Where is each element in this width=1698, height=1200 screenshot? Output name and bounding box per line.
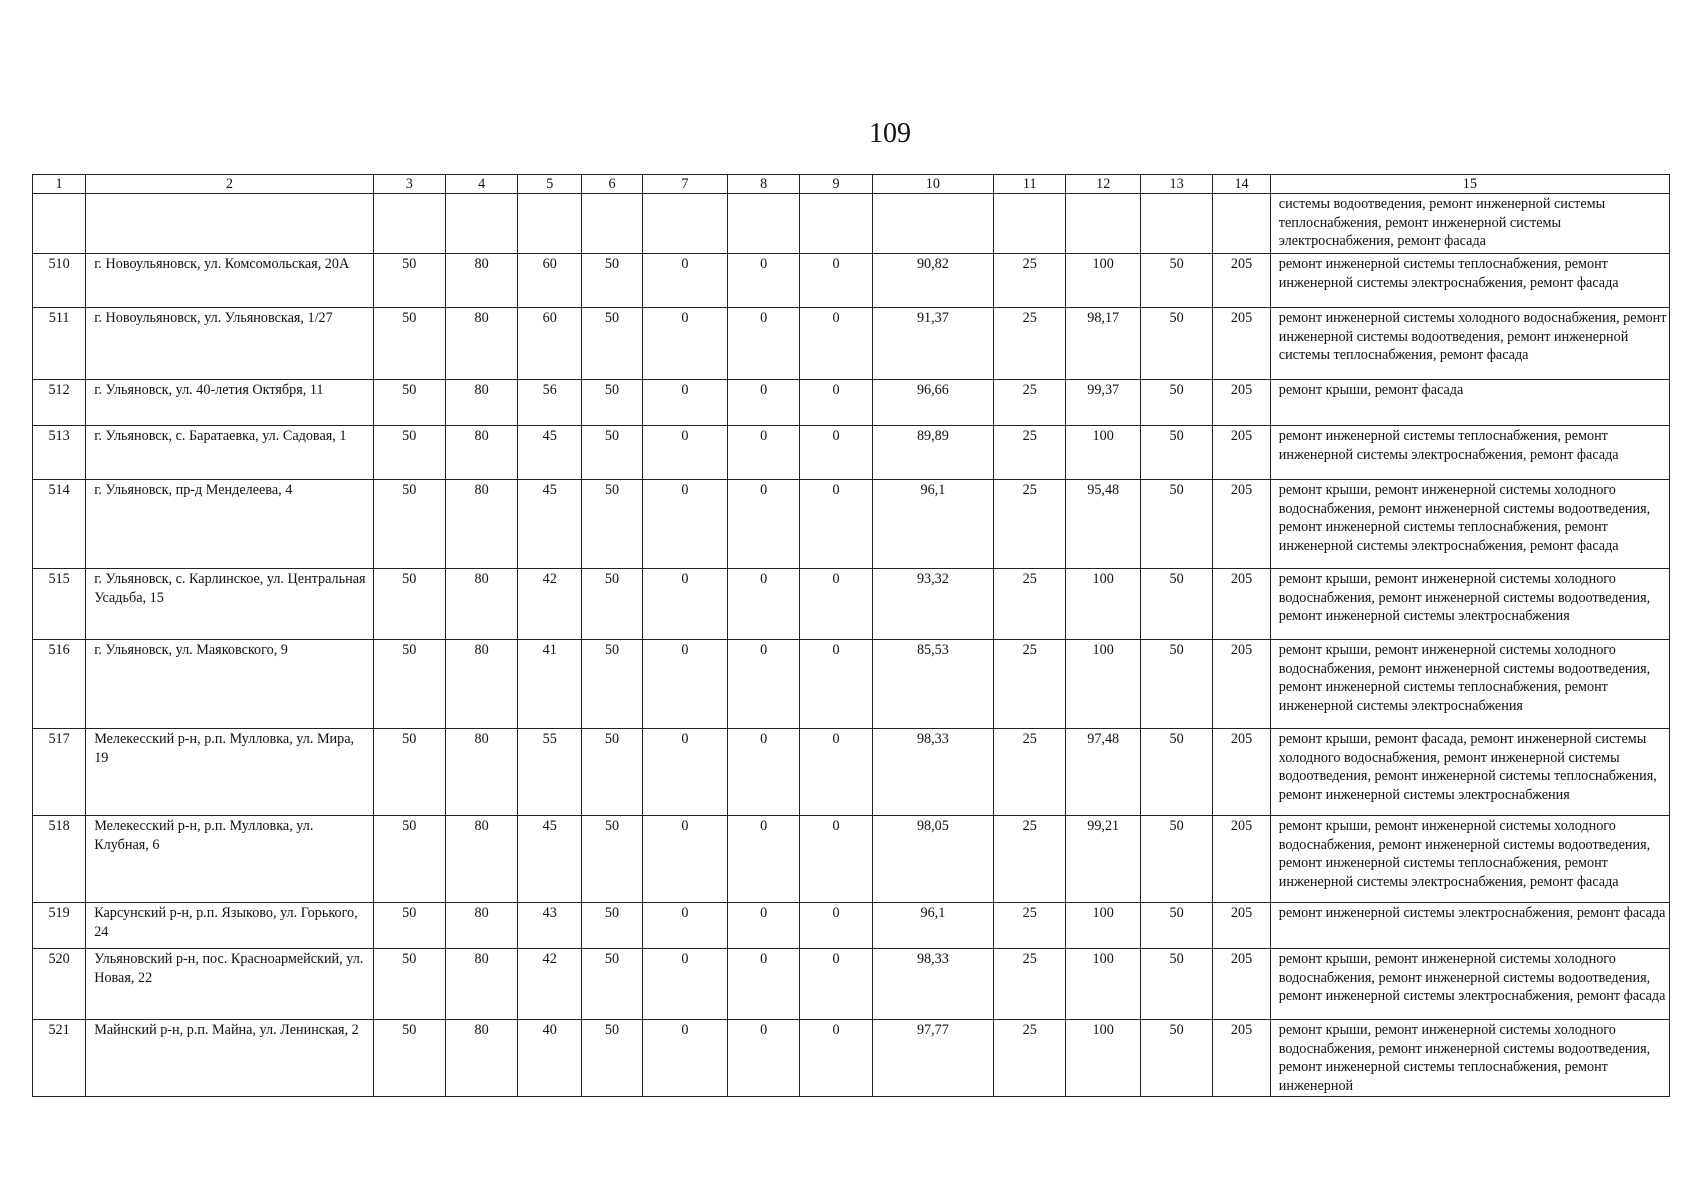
value-cell: 50 — [373, 426, 445, 480]
value-cell: 55 — [518, 729, 582, 816]
value-cell: 99,37 — [1066, 380, 1141, 426]
value-cell: 60 — [518, 254, 582, 308]
value-cell: 100 — [1066, 640, 1141, 729]
value-cell: 97,77 — [872, 1020, 993, 1097]
value-cell: 0 — [727, 949, 799, 1020]
value-cell: 0 — [642, 816, 727, 903]
value-cell: 0 — [642, 903, 727, 949]
column-number-row — [33, 175, 1670, 194]
value-cell: 50 — [582, 254, 643, 308]
value-cell: 0 — [800, 1020, 872, 1097]
row-number-cell: 514 — [33, 480, 86, 569]
works-cell: ремонт крыши, ремонт инженерной системы холодного водоснабжения, ремонт инженерной системы водоотведения, ремонт инженерной системы теплоснабжения, ремонт инженерной системы электроснабжения — [1270, 640, 1669, 729]
value-cell: 205 — [1213, 816, 1270, 903]
row-number-cell — [33, 194, 86, 254]
value-cell: 100 — [1066, 569, 1141, 640]
row-number-cell: 510 — [33, 254, 86, 308]
value-cell: 93,32 — [872, 569, 993, 640]
value-cell: 50 — [373, 308, 445, 380]
value-cell: 205 — [1213, 729, 1270, 816]
works-cell: ремонт инженерной системы холодного водоснабжения, ремонт инженерной системы водоотведения, ремонт инженерной системы теплоснабжения, ремонт фасада — [1270, 308, 1669, 380]
value-cell: 0 — [727, 729, 799, 816]
column-number: 5 — [518, 175, 582, 194]
value-cell: 100 — [1066, 426, 1141, 480]
value-cell: 80 — [445, 640, 517, 729]
value-cell: 205 — [1213, 380, 1270, 426]
value-cell: 98,17 — [1066, 308, 1141, 380]
works-cell: ремонт инженерной системы электроснабжения, ремонт фасада — [1270, 903, 1669, 949]
value-cell: 50 — [1140, 729, 1212, 816]
column-number: 3 — [373, 175, 445, 194]
value-cell — [642, 194, 727, 254]
column-number: 13 — [1140, 175, 1212, 194]
address-cell: г. Ульяновск, пр-д Менделеева, 4 — [86, 480, 373, 569]
column-number: 2 — [86, 175, 373, 194]
value-cell: 80 — [445, 254, 517, 308]
value-cell: 50 — [1140, 569, 1212, 640]
value-cell: 25 — [994, 254, 1066, 308]
value-cell: 0 — [727, 308, 799, 380]
row-number-cell: 515 — [33, 569, 86, 640]
table-row — [33, 480, 1670, 569]
row-number-cell: 516 — [33, 640, 86, 729]
value-cell: 0 — [727, 903, 799, 949]
page-number: 109 — [869, 118, 911, 149]
value-cell: 50 — [1140, 480, 1212, 569]
value-cell: 98,05 — [872, 816, 993, 903]
value-cell: 0 — [642, 426, 727, 480]
value-cell: 50 — [1140, 254, 1212, 308]
value-cell: 80 — [445, 308, 517, 380]
table-row — [33, 729, 1670, 816]
address-cell: г. Новоульяновск, ул. Комсомольская, 20А — [86, 254, 373, 308]
value-cell: 100 — [1066, 254, 1141, 308]
works-cell: ремонт крыши, ремонт инженерной системы холодного водоснабжения, ремонт инженерной системы водоотведения, ремонт инженерной системы теплоснабжения, ремонт инженерной — [1270, 1020, 1669, 1097]
value-cell: 50 — [582, 640, 643, 729]
address-cell: Карсунский р-н, р.п. Языково, ул. Горького, 24 — [86, 903, 373, 949]
column-number: 4 — [445, 175, 517, 194]
value-cell: 50 — [582, 729, 643, 816]
table-row — [33, 949, 1670, 1020]
table-row — [33, 1020, 1670, 1097]
works-cell: системы водоотведения, ремонт инженерной системы теплоснабжения, ремонт инженерной системы электроснабжения, ремонт фасада — [1270, 194, 1669, 254]
value-cell: 97,48 — [1066, 729, 1141, 816]
value-cell: 50 — [373, 569, 445, 640]
value-cell: 50 — [582, 308, 643, 380]
works-cell: ремонт крыши, ремонт фасада — [1270, 380, 1669, 426]
value-cell — [373, 194, 445, 254]
table-row — [33, 569, 1670, 640]
value-cell: 25 — [994, 729, 1066, 816]
value-cell: 98,33 — [872, 949, 993, 1020]
value-cell: 80 — [445, 569, 517, 640]
row-number-cell: 519 — [33, 903, 86, 949]
value-cell: 0 — [800, 903, 872, 949]
table-row — [33, 640, 1670, 729]
address-cell: г. Новоульяновск, ул. Ульяновская, 1/27 — [86, 308, 373, 380]
value-cell: 25 — [994, 426, 1066, 480]
value-cell: 0 — [800, 380, 872, 426]
column-number: 6 — [582, 175, 643, 194]
value-cell: 0 — [800, 949, 872, 1020]
value-cell: 50 — [373, 254, 445, 308]
value-cell: 205 — [1213, 949, 1270, 1020]
works-cell: ремонт крыши, ремонт инженерной системы холодного водоснабжения, ремонт инженерной системы водоотведения, ремонт инженерной системы электроснабжения — [1270, 569, 1669, 640]
value-cell: 43 — [518, 903, 582, 949]
value-cell: 0 — [642, 380, 727, 426]
value-cell: 25 — [994, 1020, 1066, 1097]
value-cell: 100 — [1066, 903, 1141, 949]
address-cell: г. Ульяновск, ул. Маяковского, 9 — [86, 640, 373, 729]
value-cell: 0 — [800, 426, 872, 480]
works-cell: ремонт крыши, ремонт инженерной системы холодного водоснабжения, ремонт инженерной системы водоотведения, ремонт инженерной системы электроснабжения, ремонт фасада — [1270, 949, 1669, 1020]
table-row — [33, 816, 1670, 903]
value-cell: 25 — [994, 380, 1066, 426]
value-cell: 0 — [727, 1020, 799, 1097]
value-cell: 50 — [582, 1020, 643, 1097]
value-cell: 0 — [727, 816, 799, 903]
value-cell: 0 — [727, 569, 799, 640]
column-number: 14 — [1213, 175, 1270, 194]
address-cell: Мелекесский р-н, р.п. Мулловка, ул. Клубная, 6 — [86, 816, 373, 903]
value-cell — [582, 194, 643, 254]
value-cell: 50 — [1140, 903, 1212, 949]
value-cell: 0 — [800, 569, 872, 640]
value-cell: 56 — [518, 380, 582, 426]
works-cell: ремонт инженерной системы теплоснабжения, ремонт инженерной системы электроснабжения, ремонт фасада — [1270, 426, 1669, 480]
value-cell: 50 — [373, 816, 445, 903]
address-cell — [86, 194, 373, 254]
value-cell: 80 — [445, 426, 517, 480]
value-cell: 205 — [1213, 1020, 1270, 1097]
value-cell: 0 — [727, 640, 799, 729]
value-cell: 100 — [1066, 1020, 1141, 1097]
column-number: 9 — [800, 175, 872, 194]
value-cell: 91,37 — [872, 308, 993, 380]
value-cell: 0 — [727, 380, 799, 426]
value-cell: 80 — [445, 816, 517, 903]
works-table — [32, 174, 1670, 1097]
value-cell: 0 — [642, 254, 727, 308]
table-row — [33, 254, 1670, 308]
value-cell: 205 — [1213, 903, 1270, 949]
value-cell: 45 — [518, 480, 582, 569]
value-cell: 0 — [727, 426, 799, 480]
value-cell: 42 — [518, 569, 582, 640]
column-number: 1 — [33, 175, 86, 194]
value-cell — [800, 194, 872, 254]
value-cell: 0 — [727, 254, 799, 308]
value-cell: 50 — [373, 640, 445, 729]
address-cell: Ульяновский р-н, пос. Красноармейский, ул. Новая, 22 — [86, 949, 373, 1020]
value-cell: 205 — [1213, 254, 1270, 308]
value-cell: 85,53 — [872, 640, 993, 729]
value-cell: 50 — [373, 903, 445, 949]
value-cell: 89,89 — [872, 426, 993, 480]
value-cell: 98,33 — [872, 729, 993, 816]
column-number: 10 — [872, 175, 993, 194]
value-cell: 50 — [373, 380, 445, 426]
value-cell: 50 — [373, 480, 445, 569]
value-cell: 50 — [582, 816, 643, 903]
value-cell — [872, 194, 993, 254]
value-cell: 50 — [1140, 380, 1212, 426]
value-cell: 0 — [800, 729, 872, 816]
value-cell: 50 — [582, 380, 643, 426]
value-cell: 0 — [642, 308, 727, 380]
value-cell: 205 — [1213, 569, 1270, 640]
value-cell — [727, 194, 799, 254]
value-cell: 0 — [642, 729, 727, 816]
value-cell — [1140, 194, 1212, 254]
value-cell: 50 — [582, 949, 643, 1020]
value-cell: 45 — [518, 816, 582, 903]
value-cell: 205 — [1213, 640, 1270, 729]
value-cell: 0 — [727, 480, 799, 569]
value-cell: 25 — [994, 949, 1066, 1020]
works-cell: ремонт крыши, ремонт инженерной системы холодного водоснабжения, ремонт инженерной системы водоотведения, ремонт инженерной системы теплоснабжения, ремонт инженерной системы электроснабжения, ремонт фасада — [1270, 480, 1669, 569]
value-cell: 96,1 — [872, 480, 993, 569]
value-cell: 80 — [445, 729, 517, 816]
row-number-cell: 512 — [33, 380, 86, 426]
value-cell: 50 — [373, 729, 445, 816]
value-cell: 80 — [445, 380, 517, 426]
table-row — [33, 194, 1670, 254]
table-row — [33, 903, 1670, 949]
value-cell: 205 — [1213, 426, 1270, 480]
value-cell: 0 — [800, 480, 872, 569]
works-cell: ремонт крыши, ремонт инженерной системы холодного водоснабжения, ремонт инженерной системы водоотведения, ремонт инженерной системы теплоснабжения, ремонт инженерной системы электроснабжения, ремонт фасада — [1270, 816, 1669, 903]
value-cell: 205 — [1213, 480, 1270, 569]
value-cell: 50 — [373, 949, 445, 1020]
value-cell: 50 — [373, 1020, 445, 1097]
value-cell — [1066, 194, 1141, 254]
value-cell: 0 — [800, 816, 872, 903]
value-cell: 50 — [1140, 308, 1212, 380]
address-cell: Майнский р-н, р.п. Майна, ул. Ленинская, 2 — [86, 1020, 373, 1097]
address-cell: г. Ульяновск, с. Карлинское, ул. Центральная Усадьба, 15 — [86, 569, 373, 640]
row-number-cell: 520 — [33, 949, 86, 1020]
column-number: 12 — [1066, 175, 1141, 194]
value-cell: 45 — [518, 426, 582, 480]
value-cell — [1213, 194, 1270, 254]
value-cell — [445, 194, 517, 254]
value-cell: 60 — [518, 308, 582, 380]
table-row — [33, 426, 1670, 480]
column-number: 11 — [994, 175, 1066, 194]
value-cell: 0 — [642, 1020, 727, 1097]
value-cell: 25 — [994, 480, 1066, 569]
value-cell: 0 — [642, 640, 727, 729]
row-number-cell: 517 — [33, 729, 86, 816]
works-cell: ремонт инженерной системы теплоснабжения, ремонт инженерной системы электроснабжения, ремонт фасада — [1270, 254, 1669, 308]
row-number-cell: 511 — [33, 308, 86, 380]
value-cell: 205 — [1213, 308, 1270, 380]
row-number-cell: 518 — [33, 816, 86, 903]
value-cell: 25 — [994, 816, 1066, 903]
address-cell: Мелекесский р-н, р.п. Мулловка, ул. Мира, 19 — [86, 729, 373, 816]
value-cell: 41 — [518, 640, 582, 729]
value-cell: 0 — [642, 480, 727, 569]
value-cell: 42 — [518, 949, 582, 1020]
value-cell — [994, 194, 1066, 254]
value-cell: 25 — [994, 640, 1066, 729]
value-cell: 25 — [994, 308, 1066, 380]
value-cell: 0 — [642, 949, 727, 1020]
address-cell: г. Ульяновск, с. Баратаевка, ул. Садовая, 1 — [86, 426, 373, 480]
value-cell — [518, 194, 582, 254]
value-cell: 0 — [800, 254, 872, 308]
value-cell: 95,48 — [1066, 480, 1141, 569]
value-cell: 90,82 — [872, 254, 993, 308]
table-body — [33, 194, 1670, 1097]
row-number-cell: 513 — [33, 426, 86, 480]
value-cell: 25 — [994, 569, 1066, 640]
value-cell: 0 — [642, 569, 727, 640]
value-cell: 0 — [800, 640, 872, 729]
value-cell: 50 — [582, 480, 643, 569]
value-cell: 96,1 — [872, 903, 993, 949]
value-cell: 50 — [1140, 426, 1212, 480]
value-cell: 50 — [1140, 949, 1212, 1020]
value-cell: 50 — [1140, 1020, 1212, 1097]
row-number-cell: 521 — [33, 1020, 86, 1097]
value-cell: 100 — [1066, 949, 1141, 1020]
value-cell: 50 — [582, 903, 643, 949]
column-number: 8 — [727, 175, 799, 194]
value-cell: 50 — [1140, 816, 1212, 903]
table-row — [33, 308, 1670, 380]
value-cell: 80 — [445, 949, 517, 1020]
value-cell: 80 — [445, 1020, 517, 1097]
value-cell: 50 — [582, 426, 643, 480]
table-row — [33, 380, 1670, 426]
value-cell: 96,66 — [872, 380, 993, 426]
value-cell: 50 — [582, 569, 643, 640]
column-number: 7 — [642, 175, 727, 194]
value-cell: 0 — [800, 308, 872, 380]
column-number: 15 — [1270, 175, 1669, 194]
value-cell: 80 — [445, 480, 517, 569]
works-cell: ремонт крыши, ремонт фасада, ремонт инженерной системы холодного водоснабжения, ремонт инженерной системы водоотведения, ремонт инженерной системы теплоснабжения, ремонт инженерной системы электроснабжения — [1270, 729, 1669, 816]
address-cell: г. Ульяновск, ул. 40-летия Октября, 11 — [86, 380, 373, 426]
value-cell: 40 — [518, 1020, 582, 1097]
value-cell: 25 — [994, 903, 1066, 949]
value-cell: 80 — [445, 903, 517, 949]
value-cell: 50 — [1140, 640, 1212, 729]
value-cell: 99,21 — [1066, 816, 1141, 903]
